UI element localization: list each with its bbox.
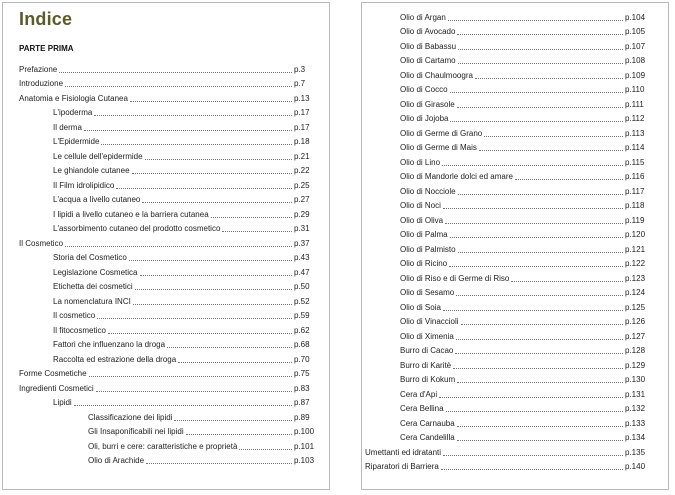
toc-entry-page: p.107 — [625, 41, 646, 51]
dot-leader — [450, 92, 623, 93]
toc-entry-title: Prefazione — [19, 64, 58, 74]
toc-entry[interactable] — [3, 307, 329, 322]
toc-entry-title: Ingredienti Cosmetici — [19, 383, 94, 393]
toc-entry-title: Olio di Babassu — [400, 41, 457, 51]
dot-leader — [458, 49, 623, 50]
toc-entry[interactable] — [3, 408, 329, 423]
dot-leader — [450, 237, 623, 238]
dot-leader — [457, 426, 623, 427]
dot-leader — [441, 469, 623, 470]
dot-leader — [457, 34, 623, 35]
toc-entry[interactable] — [362, 52, 668, 67]
dot-leader — [443, 208, 623, 209]
dot-leader — [129, 260, 292, 261]
toc-entry-title: Olio di Nocciole — [400, 186, 456, 196]
dot-leader — [439, 397, 623, 398]
toc-entry[interactable] — [362, 429, 668, 444]
dot-leader — [511, 281, 623, 282]
dot-leader — [458, 194, 623, 195]
dot-leader — [145, 159, 292, 160]
toc-entry[interactable] — [362, 313, 668, 328]
dot-leader — [101, 144, 292, 145]
toc-entry-page: p.120 — [625, 230, 646, 239]
right-page — [361, 2, 669, 490]
dot-leader — [457, 440, 623, 441]
dot-leader — [484, 136, 623, 137]
toc-entry-title: Etichetta dei cosmetici — [53, 282, 133, 291]
toc-entry[interactable] — [362, 211, 668, 226]
toc-entry-page: p.109 — [625, 70, 646, 80]
toc-entry[interactable] — [362, 443, 668, 458]
toc-entry[interactable] — [3, 394, 329, 409]
dot-leader — [475, 78, 623, 79]
dot-leader — [130, 101, 292, 102]
toc-entry-page: p.100 — [294, 427, 315, 436]
toc-entry-page: p.70 — [294, 354, 310, 364]
toc-entry[interactable] — [3, 104, 329, 119]
toc-entry-page: p.52 — [294, 296, 310, 306]
toc-entry[interactable] — [362, 197, 668, 212]
toc-entry-page: p.119 — [625, 215, 645, 225]
toc-entry-page: p.89 — [294, 412, 310, 422]
toc-entry-title: Il fitocosmetico — [53, 325, 106, 335]
toc-entry-page: p.127 — [625, 331, 646, 341]
toc-entry-title: Olio di Mandorle dolci ed amare — [400, 172, 513, 181]
dot-leader — [457, 107, 623, 108]
toc-entry-page: p.121 — [625, 244, 646, 254]
toc-entry-page: p.25 — [294, 180, 310, 190]
toc-entry-title: Burro di Cacao — [400, 346, 454, 355]
toc-entry-title: Storia del Cosmetico — [53, 253, 127, 262]
dot-leader — [74, 405, 292, 406]
toc-entry-page: p.110 — [625, 85, 645, 94]
toc-entry-page: p.3 — [294, 64, 306, 74]
toc-entry-page: p.83 — [294, 383, 310, 393]
toc-entry[interactable] — [362, 298, 668, 313]
left-page — [2, 2, 330, 490]
toc-entry[interactable] — [3, 89, 329, 104]
toc-entry[interactable] — [362, 226, 668, 241]
dot-leader — [515, 179, 623, 180]
dot-leader — [167, 347, 292, 348]
toc-entry[interactable] — [362, 8, 668, 23]
toc-entry[interactable] — [362, 182, 668, 197]
toc-entry[interactable] — [362, 342, 668, 357]
toc-entry-page: p.123 — [625, 273, 646, 283]
toc-entry-title: Olio di Riso e di Germe di Riso — [400, 273, 510, 283]
toc-entry-title: L'assorbimento cutaneo del prodotto cosmetico — [53, 224, 221, 233]
toc-entry-title: Olio di Palmisto — [400, 244, 456, 254]
toc-entry-page: p.37 — [294, 238, 310, 248]
toc-entry-title: Anatomia e Fisiologia Cutanea — [19, 93, 128, 103]
toc-entry-page: p.13 — [294, 93, 310, 103]
dot-leader — [108, 333, 292, 334]
toc-entry-title: Gli Insaponificabili nei lipidi — [88, 427, 184, 436]
toc-list-right — [362, 8, 668, 472]
toc-entry-page: p.104 — [625, 12, 646, 22]
toc-entry-page: p.68 — [294, 340, 310, 349]
toc-entry[interactable] — [3, 234, 329, 249]
toc-entry-page: p.112 — [625, 114, 645, 123]
dot-leader — [133, 304, 292, 305]
toc-entry-page: p.31 — [294, 224, 310, 233]
toc-entry[interactable] — [3, 292, 329, 307]
toc-entry-title: L'acqua a livello cutaneo — [53, 195, 141, 204]
toc-entry-title: Le cellule dell'epidermide — [53, 151, 143, 161]
toc-entry[interactable] — [3, 321, 329, 336]
dot-leader — [132, 173, 292, 174]
toc-entry-page: p.130 — [625, 375, 646, 384]
toc-entry-title: Burro di Kokum — [400, 375, 456, 384]
toc-entry[interactable] — [362, 124, 668, 139]
toc-entry[interactable] — [362, 458, 668, 473]
toc-entry[interactable] — [3, 437, 329, 452]
toc-entry[interactable] — [362, 81, 668, 96]
dot-leader — [458, 63, 623, 64]
toc-entry-page: p.18 — [294, 137, 310, 146]
toc-entry-page: p.116 — [625, 172, 645, 181]
toc-entry-title: L'Epidermide — [53, 137, 100, 146]
toc-entry-title: Olio di Lino — [400, 157, 441, 167]
toc-entry-page: p.17 — [294, 122, 310, 132]
toc-entry-page: p.129 — [625, 360, 646, 370]
toc-entry-page: p.7 — [294, 79, 306, 88]
toc-entry[interactable] — [3, 118, 329, 133]
toc-entry[interactable] — [362, 153, 668, 168]
toc-entry-title: Cera Carnauba — [400, 418, 455, 428]
toc-entry-page: p.108 — [625, 56, 646, 65]
toc-entry-page: p.17 — [294, 108, 310, 117]
dot-leader — [174, 420, 292, 421]
toc-entry-page: p.117 — [625, 186, 645, 196]
toc-entry-title: Olio di Avocado — [400, 27, 456, 36]
toc-entry-title: Riparatori di Barriera — [365, 462, 439, 471]
toc-entry[interactable] — [362, 66, 668, 81]
toc-entry-title: I lipidi a livello cutaneo e la barriera cutanea — [53, 209, 209, 219]
dot-leader — [458, 252, 623, 253]
dot-leader — [89, 376, 292, 377]
dot-leader — [116, 188, 292, 189]
toc-entry-page: p.125 — [625, 302, 646, 312]
toc-entry[interactable] — [3, 60, 329, 75]
toc-entry-page: p.118 — [625, 201, 645, 210]
toc-entry-title: Olio di Sesamo — [400, 288, 455, 297]
dot-leader — [446, 411, 623, 412]
toc-entry-page: p.27 — [294, 195, 310, 204]
dot-leader — [59, 72, 292, 73]
toc-entry-title: Le ghiandole cutanee — [53, 166, 130, 175]
toc-entry-title: Cera Bellina — [400, 404, 444, 413]
toc-entry[interactable] — [3, 220, 329, 235]
toc-entry-title: Lipidi — [53, 398, 72, 407]
toc-entry-page: p.115 — [625, 157, 645, 167]
toc-entry[interactable] — [362, 356, 668, 371]
toc-entry-page: p.122 — [625, 259, 646, 268]
dot-leader — [186, 434, 292, 435]
toc-entry-page: p.135 — [625, 447, 646, 457]
dot-leader — [456, 295, 623, 296]
toc-entry-page: p.134 — [625, 433, 646, 442]
toc-list-left — [3, 60, 329, 466]
toc-entry-page: p.43 — [294, 253, 310, 262]
toc-entry-title: Legislazione Cosmetica — [53, 267, 138, 277]
toc-entry[interactable] — [362, 371, 668, 386]
dot-leader — [222, 231, 292, 232]
dot-leader — [450, 121, 623, 122]
toc-entry[interactable] — [3, 452, 329, 467]
toc-entry-title: Oli, burri e cere: caratteristiche e proprietà — [88, 441, 238, 451]
toc-entry[interactable] — [3, 133, 329, 148]
dot-leader — [449, 266, 623, 267]
toc-entry[interactable] — [3, 147, 329, 162]
toc-entry-title: Classificazione dei lipidi — [88, 412, 173, 422]
toc-entry-title: Olio di Palma — [400, 230, 448, 239]
toc-entry-page: p.105 — [625, 27, 646, 36]
dot-leader — [448, 20, 623, 21]
dot-leader — [94, 115, 292, 116]
toc-entry-title: Olio di Chaulmoogra — [400, 70, 473, 80]
dot-leader — [96, 391, 292, 392]
toc-entry[interactable] — [362, 95, 668, 110]
toc-entry-title: Olio di Cartamo — [400, 56, 456, 65]
toc-entry[interactable] — [3, 336, 329, 351]
dot-leader — [461, 324, 623, 325]
toc-entry-title: Raccolta ed estrazione della droga — [53, 354, 177, 364]
toc-entry[interactable] — [3, 249, 329, 264]
toc-entry[interactable] — [3, 263, 329, 278]
dot-leader — [211, 217, 292, 218]
dot-leader — [135, 289, 292, 290]
toc-entry-page: p.87 — [294, 398, 310, 407]
toc-entry[interactable] — [362, 414, 668, 429]
toc-entry-page: p.114 — [625, 143, 645, 152]
toc-entry-title: Cera d'Api — [400, 389, 438, 399]
toc-entry-page: p.103 — [294, 456, 315, 465]
toc-entry-title: La nomenclatura INCI — [53, 296, 131, 306]
toc-entry[interactable] — [362, 139, 668, 154]
dot-leader — [442, 165, 623, 166]
toc-entry-page: p.22 — [294, 166, 310, 175]
toc-entry-title: Cera Candelilla — [400, 433, 455, 442]
toc-entry-title: Olio di Vinaccioli — [400, 317, 459, 326]
toc-entry[interactable] — [362, 269, 668, 284]
toc-entry[interactable] — [362, 400, 668, 415]
toc-entry-page: p.113 — [625, 128, 645, 138]
toc-entry-title: Olio di Soia — [400, 302, 441, 312]
toc-entry-title: Olio di Arachide — [88, 456, 145, 465]
toc-entry-title: Introduzione — [19, 79, 64, 88]
toc-entry-page: p.111 — [625, 99, 644, 109]
page-title: Indice — [19, 9, 73, 29]
dot-leader — [65, 246, 292, 247]
dot-leader — [445, 223, 623, 224]
toc-entry-page: p.101 — [294, 441, 315, 451]
toc-entry[interactable] — [3, 379, 329, 394]
toc-entry[interactable] — [3, 365, 329, 380]
toc-entry[interactable] — [362, 327, 668, 342]
toc-entry-title: Olio di Ximenia — [400, 331, 454, 341]
toc-entry[interactable] — [362, 168, 668, 183]
toc-entry[interactable] — [3, 191, 329, 206]
dot-leader — [456, 339, 623, 340]
toc-entry[interactable] — [3, 423, 329, 438]
toc-entry[interactable] — [362, 110, 668, 125]
dot-leader — [140, 275, 293, 276]
toc-entry-page: p.140 — [625, 462, 646, 471]
toc-entry-title: Il derma — [53, 122, 82, 132]
dot-leader — [443, 310, 623, 311]
toc-entry-page: p.50 — [294, 282, 310, 291]
toc-entry[interactable] — [362, 284, 668, 299]
toc-entry-title: Forme Cosmetiche — [19, 369, 87, 378]
toc-entry-page: p.29 — [294, 209, 310, 219]
section-heading: PARTE PRIMA — [19, 44, 74, 53]
dot-leader — [65, 86, 292, 87]
toc-entry-page: p.59 — [294, 311, 310, 320]
dot-leader — [453, 368, 623, 369]
dot-leader — [97, 318, 292, 319]
toc-entry-title: Olio di Cocco — [400, 85, 448, 94]
toc-entry-page: p.126 — [625, 317, 646, 326]
toc-entry[interactable] — [3, 162, 329, 177]
toc-entry-page: p.128 — [625, 346, 646, 355]
toc-entry-title: Olio di Ricino — [400, 259, 448, 268]
toc-entry-page: p.132 — [625, 404, 646, 413]
toc-entry-title: Il Film idrolipidico — [53, 180, 115, 190]
dot-leader — [479, 150, 623, 151]
toc-entry-title: Il Cosmetico — [19, 238, 64, 248]
dot-leader — [84, 130, 292, 131]
toc-entry[interactable] — [3, 350, 329, 365]
toc-entry-title: L'ipoderma — [53, 108, 93, 117]
dot-leader — [455, 353, 623, 354]
toc-entry[interactable] — [3, 176, 329, 191]
toc-entry[interactable] — [3, 278, 329, 293]
toc-entry-title: Olio di Argan — [400, 12, 446, 22]
toc-entry-title: Burro di Karitè — [400, 360, 452, 370]
dot-leader — [178, 362, 292, 363]
dot-leader — [443, 455, 623, 456]
toc-entry[interactable] — [362, 255, 668, 270]
toc-entry-page: p.75 — [294, 369, 310, 378]
toc-entry-page: p.131 — [625, 389, 646, 399]
toc-entry-page: p.47 — [294, 267, 310, 277]
toc-entry-page: p.62 — [294, 325, 310, 335]
toc-entry-title: Olio di Girasole — [400, 99, 455, 109]
toc-entry-title: Olio di Germe di Mais — [400, 143, 477, 152]
dot-leader — [142, 202, 292, 203]
toc-entry-page: p.133 — [625, 418, 646, 428]
dot-leader — [457, 382, 623, 383]
toc-entry-title: Olio di Oliva — [400, 215, 444, 225]
dot-leader — [239, 449, 292, 450]
toc-entry-title: Olio di Jojoba — [400, 114, 449, 123]
toc-entry-title: Olio di Germe di Grano — [400, 128, 483, 138]
toc-entry-page: p.21 — [294, 151, 310, 161]
toc-entry-title: Olio di Noci — [400, 201, 441, 210]
toc-entry-title: Umettanti ed idratanti — [365, 447, 442, 457]
dot-leader — [146, 463, 292, 464]
toc-entry[interactable] — [3, 205, 329, 220]
toc-entry[interactable] — [362, 37, 668, 52]
toc-entry[interactable] — [362, 385, 668, 400]
toc-entry-title: Fattori che influenzano la droga — [53, 340, 166, 349]
toc-entry[interactable] — [3, 75, 329, 90]
toc-entry[interactable] — [362, 23, 668, 38]
toc-entry-title: Il cosmetico — [53, 311, 96, 320]
toc-entry[interactable] — [362, 240, 668, 255]
toc-entry-page: p.124 — [625, 288, 646, 297]
